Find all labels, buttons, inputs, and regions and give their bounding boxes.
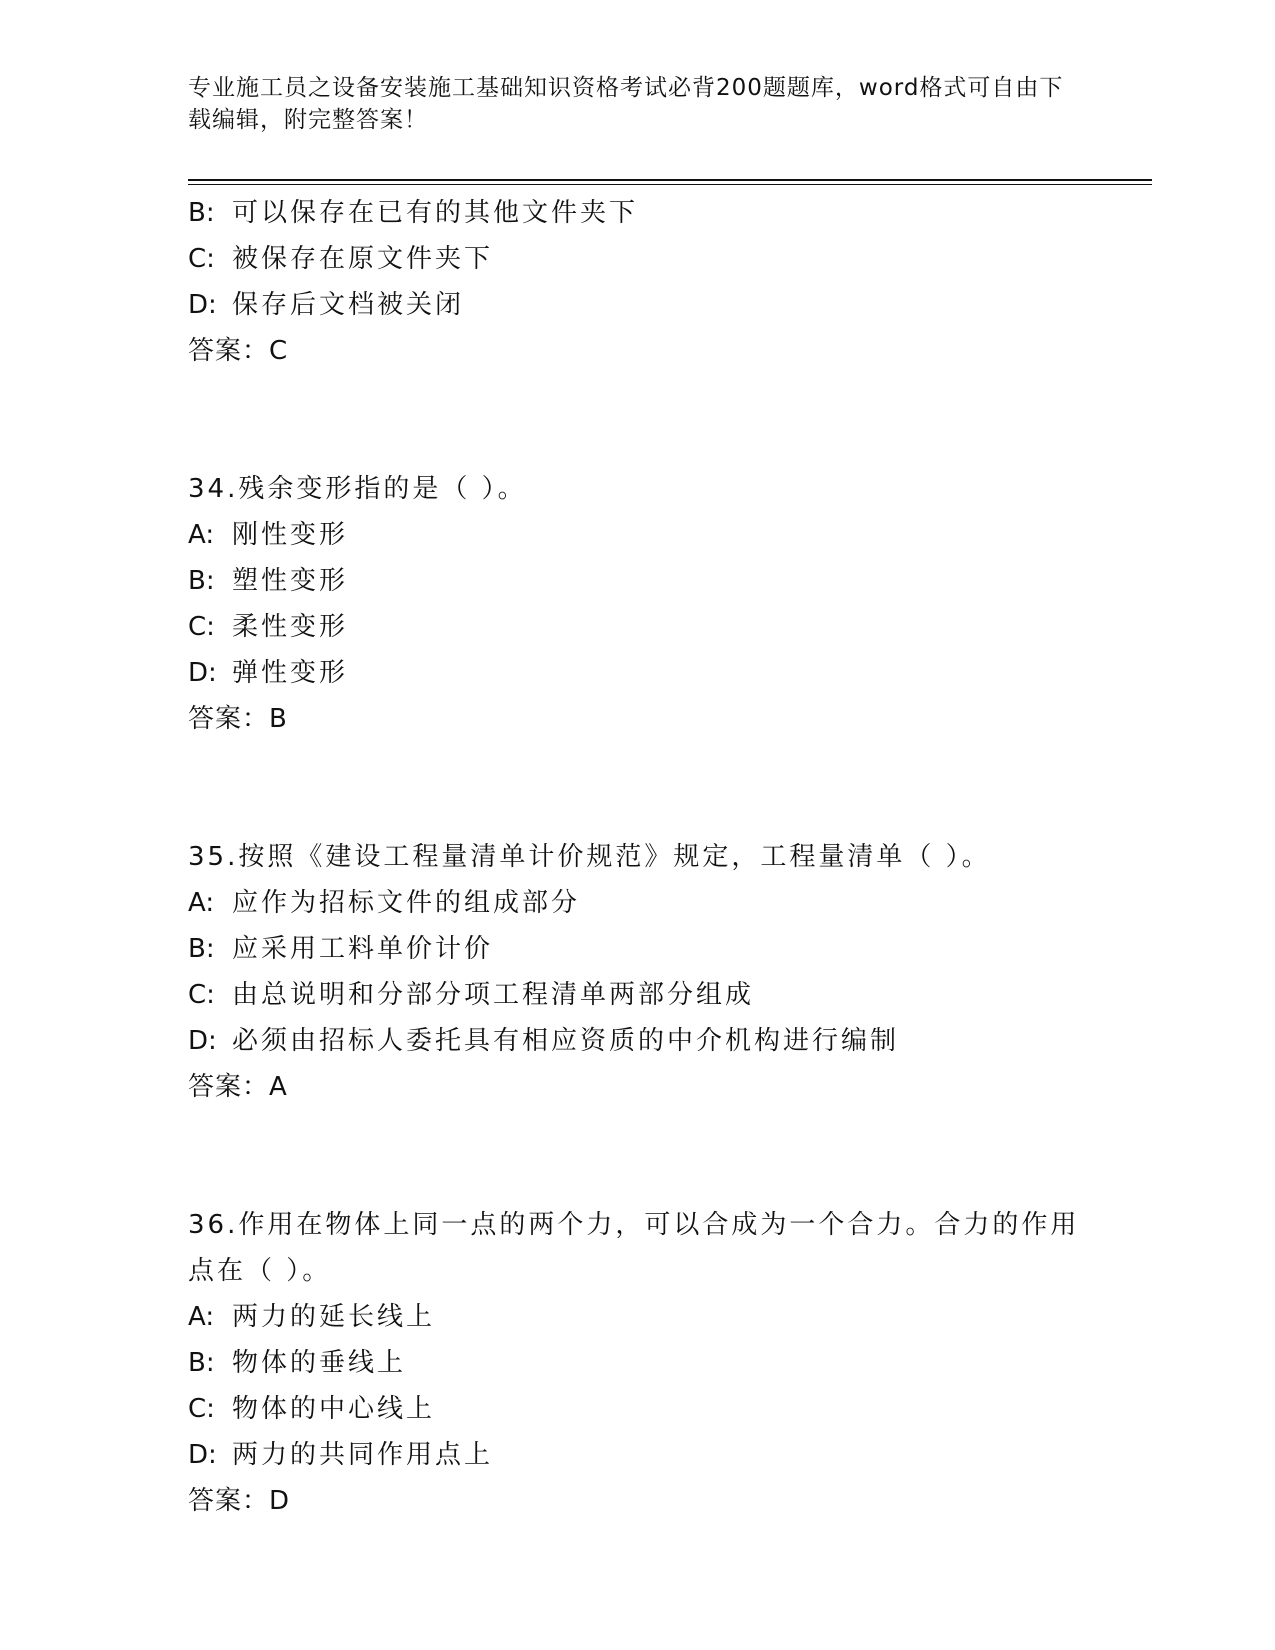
- option-text: 保存后文档被关闭: [232, 290, 465, 320]
- question-block-34: [188, 466, 1088, 742]
- option-b: [188, 558, 1088, 604]
- answer-value: D: [269, 1486, 291, 1516]
- answer-line: [188, 1478, 1088, 1524]
- question-block-continued: [188, 190, 1088, 374]
- option-text: 弹性变形: [232, 658, 349, 688]
- option-key: B:: [188, 1348, 215, 1378]
- option-text: 应采用工料单价计价: [232, 934, 494, 964]
- option-a: [188, 1294, 1088, 1340]
- answer-line: [188, 328, 1088, 374]
- option-a: [188, 512, 1088, 558]
- option-c: [188, 972, 1088, 1018]
- answer-value: A: [269, 1072, 288, 1102]
- option-text: 被保存在原文件夹下: [232, 244, 494, 274]
- option-text: 柔性变形: [232, 612, 349, 642]
- option-key: C:: [188, 1394, 215, 1424]
- question-stem: 34.残余变形指的是（ ）。: [188, 474, 527, 504]
- question-spacer: [188, 1110, 1088, 1202]
- option-c: [188, 604, 1088, 650]
- option-d: [188, 282, 1088, 328]
- question-spacer: [188, 374, 1088, 466]
- option-text: 应作为招标文件的组成部分: [232, 888, 581, 918]
- option-key: B:: [188, 566, 215, 596]
- option-key: D:: [188, 658, 217, 688]
- option-key: A:: [188, 888, 215, 918]
- option-a: [188, 880, 1088, 926]
- question-stem: 35.按照《建设工程量清单计价规范》规定，工程量清单（ ）。: [188, 842, 991, 872]
- option-key: D:: [188, 290, 217, 320]
- option-key: A:: [188, 520, 215, 550]
- option-key: D:: [188, 1026, 217, 1056]
- answer-line: [188, 696, 1088, 742]
- option-d: [188, 1018, 1088, 1064]
- option-key: C:: [188, 244, 215, 274]
- option-text: 物体的垂线上: [232, 1348, 407, 1378]
- document-title: 专业施工员之设备安装施工基础知识资格考试必背200题题库，word格式可自由下载编辑，附完整答案！: [188, 75, 1064, 133]
- option-key: D:: [188, 1440, 217, 1470]
- option-key: C:: [188, 612, 215, 642]
- answer-label: 答案：: [188, 1486, 270, 1516]
- option-b: [188, 926, 1088, 972]
- option-c: [188, 1386, 1088, 1432]
- option-text: 由总说明和分部分项工程清单两部分组成: [232, 980, 755, 1010]
- question-stem: 36.作用在物体上同一点的两个力，可以合成为一个合力。合力的作用点在（ ）。: [188, 1210, 1080, 1286]
- option-key: C:: [188, 980, 215, 1010]
- question-block-35: [188, 834, 1088, 1110]
- option-b: [188, 1340, 1088, 1386]
- option-text: 两力的共同作用点上: [232, 1440, 494, 1470]
- option-text: 塑性变形: [232, 566, 349, 596]
- header-divider-thin: [188, 184, 1152, 185]
- option-d: [188, 1432, 1088, 1478]
- option-key: A:: [188, 1302, 215, 1332]
- question-spacer: [188, 742, 1088, 834]
- question-list: [188, 190, 1088, 1524]
- option-text: 两力的延长线上: [232, 1302, 436, 1332]
- option-d: [188, 650, 1088, 696]
- answer-label: 答案：: [188, 704, 270, 734]
- answer-value: C: [269, 336, 289, 366]
- option-text: 物体的中心线上: [232, 1394, 436, 1424]
- answer-label: 答案：: [188, 1072, 270, 1102]
- question-block-36: [188, 1202, 1088, 1524]
- header-divider-thick: [188, 179, 1152, 181]
- answer-value: B: [269, 704, 288, 734]
- option-text: 刚性变形: [232, 520, 349, 550]
- option-c: [188, 236, 1088, 282]
- answer-label: 答案：: [188, 336, 270, 366]
- answer-line: [188, 1064, 1088, 1110]
- option-b: [188, 190, 1088, 236]
- option-key: B:: [188, 198, 215, 228]
- option-key: B:: [188, 934, 215, 964]
- option-text: 可以保存在已有的其他文件夹下: [232, 198, 639, 228]
- option-text: 必须由招标人委托具有相应资质的中介机构进行编制: [232, 1026, 900, 1056]
